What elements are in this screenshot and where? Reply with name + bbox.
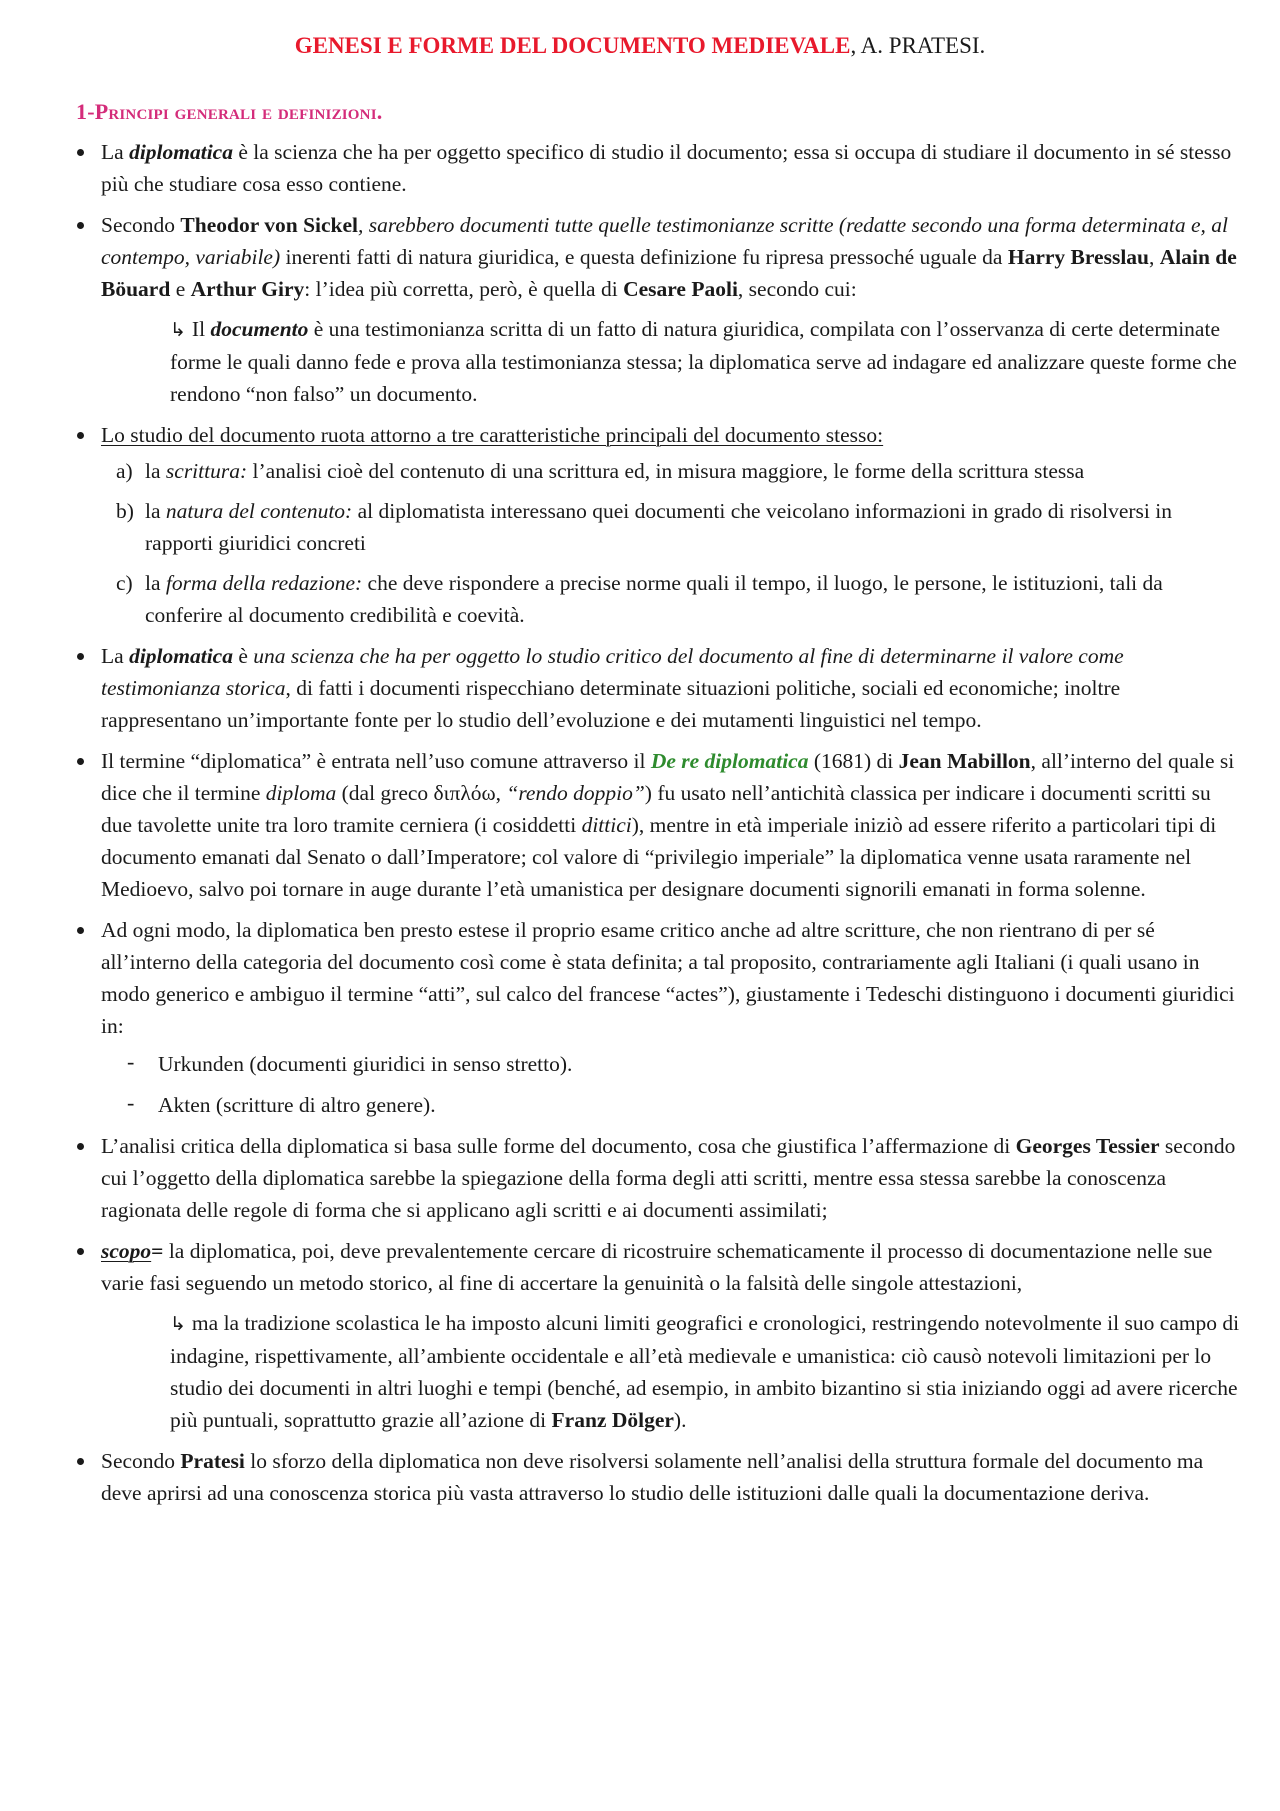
bullet-list [0,136,1280,1518]
arrow-return-icon: ↳ [170,1313,186,1335]
text: la [145,499,166,523]
bullet-definition [0,136,1280,200]
arrow-note-paoli [170,313,1244,410]
text: inerenti fatti di natura giuridica, e questa definizione fu ripresa pressoché uguale da [280,245,1008,269]
text: Secondo [101,1449,181,1473]
item-label: a) [116,459,133,483]
text: La [101,644,130,668]
bullet-critical-study [0,640,1280,736]
text: Ad ogni modo, la diplomatica ben presto estese il proprio esame critico anche ad altre scritture, che non rientrano di per sé all’interno della categoria del documento così come è stata definita; a tal proposito, contrariamente agli Italiani (i quali usano in modo generico e ambiguo il termine “atti”, sul calco del francese “actes”), giustamente i Tedeschi distinguono i documenti giuridici in: [101,918,1235,1038]
text: ) fu usato nell’antichità classica per indicare i documenti scritti su due tavolette unite tra loro tramite cerniera (i cosiddetti [101,781,1211,837]
text: Secondo [101,213,181,237]
bullet-pratesi [0,1445,1280,1509]
text: L’analisi critica della diplomatica si basa sulle forme del documento, cosa che giustifica l’affermazione di [101,1134,1016,1158]
text: Il termine “diplomatica” è entrata nell’uso comune attraverso il [101,749,651,773]
text: (1681) di [808,749,899,773]
name-giry: Arthur Giry [190,277,305,301]
underlined-lead: Lo studio del documento ruota attorno a tre caratteristiche principali del documento stesso: [101,423,884,447]
translation-italic: “rendo doppio” [506,781,645,805]
text: secondo cui l’oggetto della diplomatica sarebbe la spiegazione della forma degli atti scritti, mentre essa stessa sarebbe la conoscenza ragionata delle regole di forma che si applicano agli scritti e ai documenti assimilati; [101,1134,1236,1222]
bullet-icon [77,1143,84,1150]
bullet-icon [77,1248,84,1255]
bullet-icon [77,432,84,439]
bullet-scopo [0,1235,1280,1436]
text: La [101,140,130,164]
text: , [1149,245,1160,269]
text: la [145,459,166,483]
bullet-urkunden-akten [0,914,1280,1121]
name-mabillon: Jean Mabillon [898,749,1031,773]
text: al diplomatista interessano quei documenti che veicolano informazioni in grado di risolversi in rapporti giuridici concreti [145,499,1172,555]
list-item [100,495,1244,559]
bullet-icon [77,149,84,156]
text: la [145,571,166,595]
text: e [170,277,191,301]
term-scopo: scopo [101,1239,152,1263]
text: è la scienza che ha per oggetto specifico di studio il documento; essa si occupa di studiare il documento in sé stesso più che studiare cosa esso contiene. [101,140,1232,196]
term-diploma: diploma [265,781,337,805]
text: che deve rispondere a precise norme quali il tempo, il luogo, le persone, le istituzioni, tali da conferire al documento credibilità e coevità. [145,571,1163,627]
term-diplomatica: diplomatica [129,140,233,164]
name-sickel: Theodor von Sickel [180,213,359,237]
arrow-return-icon: ↳ [170,319,186,341]
text: è una testimonianza scritta di un fatto di natura giuridica, compilata con l’osservanza di certe determinate forme le quali danno fede e prova alla testimonianza stessa; la diplomatica serve ad indagare ed analizzare queste forme che rendono “non falso” un documento. [170,317,1237,406]
text: : l’idea più corretta, però, è quella di [304,277,624,301]
list-item [101,1089,1244,1121]
text: ), mentre in età imperiale iniziò ad essere riferito a particolari tipi di documento emanati dal Senato o dall’Imperatore; col valore di “privilegio imperiale” la diplomatica venne usata raramente nel Medioevo, salvo poi tornare in auge durante l’età umanistica per designare documenti signorili emanati in forma solenne. [101,813,1217,901]
item-term: natura del contenuto: [165,499,353,523]
item-label: b) [116,499,134,523]
text: è [232,644,254,668]
term-dittici: dittici [581,813,632,837]
name-dolger: Franz Dölger [551,1408,674,1432]
bullet-tessier [0,1130,1280,1226]
name-pratesi: Pratesi [180,1449,245,1473]
bullet-icon [77,1458,84,1465]
quote-italic: , sarebbero documenti tutte quelle testimonianze scritte (redatte secondo una forma determinata e, al contempo, variabile) [101,213,1229,269]
bullet-icon [77,758,84,765]
text: lo sforzo della diplomatica non deve risolversi solamente nell’analisi della struttura formale del documento ma deve aprirsi ad una conoscenza storica più vasta attraverso lo studio delle istituzioni dalle quali la documentazione deriva. [101,1449,1204,1505]
text: Urkunden (documenti giuridici in senso stretto). [158,1052,573,1076]
list-item [100,455,1244,487]
bullet-mabillon [0,745,1280,905]
title-author: , A. PRATESI. [850,33,986,58]
bullet-icon [77,222,84,229]
term-documento: documento [210,317,309,341]
text: (dal greco διπλόω, [336,781,507,805]
text: Il [191,317,211,341]
text: ). [673,1408,687,1432]
dash-icon: - [127,1049,135,1074]
term-diplomatica: diplomatica [129,644,233,668]
item-term: scrittura: [165,459,248,483]
item-label: c) [116,571,133,595]
name-paoli: Cesare Paoli [623,277,738,301]
text: ma la tradizione scolastica le ha imposto alcuni limiti geografici e cronologici, restringendo notevolmente il suo campo di indagine, rispettivamente, all’ambiente occidentale e all’età medievale e umanistica: ciò causò notevoli limitazioni per lo studio dei documenti in altri luoghi e tempi (benché, ad esempio, in ambito bizantino si stia iniziando oggi ad avere ricerche più puntuali, soprattutto grazie all’azione di [170,1311,1240,1432]
bullet-sickel [0,209,1280,410]
definition-italic: una scienza che ha per oggetto lo studio critico del documento al fine di determinarne il valore come testimonianza storica [101,644,1124,700]
lettered-list [101,455,1244,631]
section-heading: 1-Principi generali e definizioni. [76,99,383,124]
title-main: GENESI E FORME DEL DOCUMENTO MEDIEVALE [294,33,851,58]
text: , all’interno del quale si dice che il termine [101,749,1235,805]
name-tessier: Georges Tessier [1015,1134,1160,1158]
bullet-icon [77,653,84,660]
list-item [101,1048,1244,1080]
list-item [100,567,1244,631]
bullet-characteristics [0,419,1280,631]
text: l’analisi cioè del contenuto di una scrittura ed, in misura maggiore, le forme della scrittura stessa [247,459,1085,483]
text: = [151,1239,164,1263]
text: , di fatti i documenti rispecchiano determinate situazioni politiche, sociali ed economiche; inoltre rappresentano un’importante fonte per lo studio dell’evoluzione e dei mutamenti linguistici nel tempo. [101,676,1121,732]
document-title [0,30,1280,62]
title-de-re-diplomatica: De re diplomatica [650,749,809,773]
bullet-icon [77,927,84,934]
name-bresslau: Harry Bresslau [1007,245,1149,269]
dash-list [101,1048,1244,1121]
text: , secondo cui: [737,277,857,301]
item-term: forma della redazione: [165,571,363,595]
text: la diplomatica, poi, deve prevalentemente cercare di ricostruire schematicamente il processo di documentazione nelle sue varie fasi seguendo un metodo storico, al fine di accertare la genuinità o la falsità delle singole attestazioni, [101,1239,1213,1295]
name-bouard: Alain de Böuard [101,245,1237,301]
text: Akten (scritture di altro genere). [158,1093,436,1117]
arrow-note-limits [170,1307,1244,1436]
dash-icon: - [127,1090,135,1115]
